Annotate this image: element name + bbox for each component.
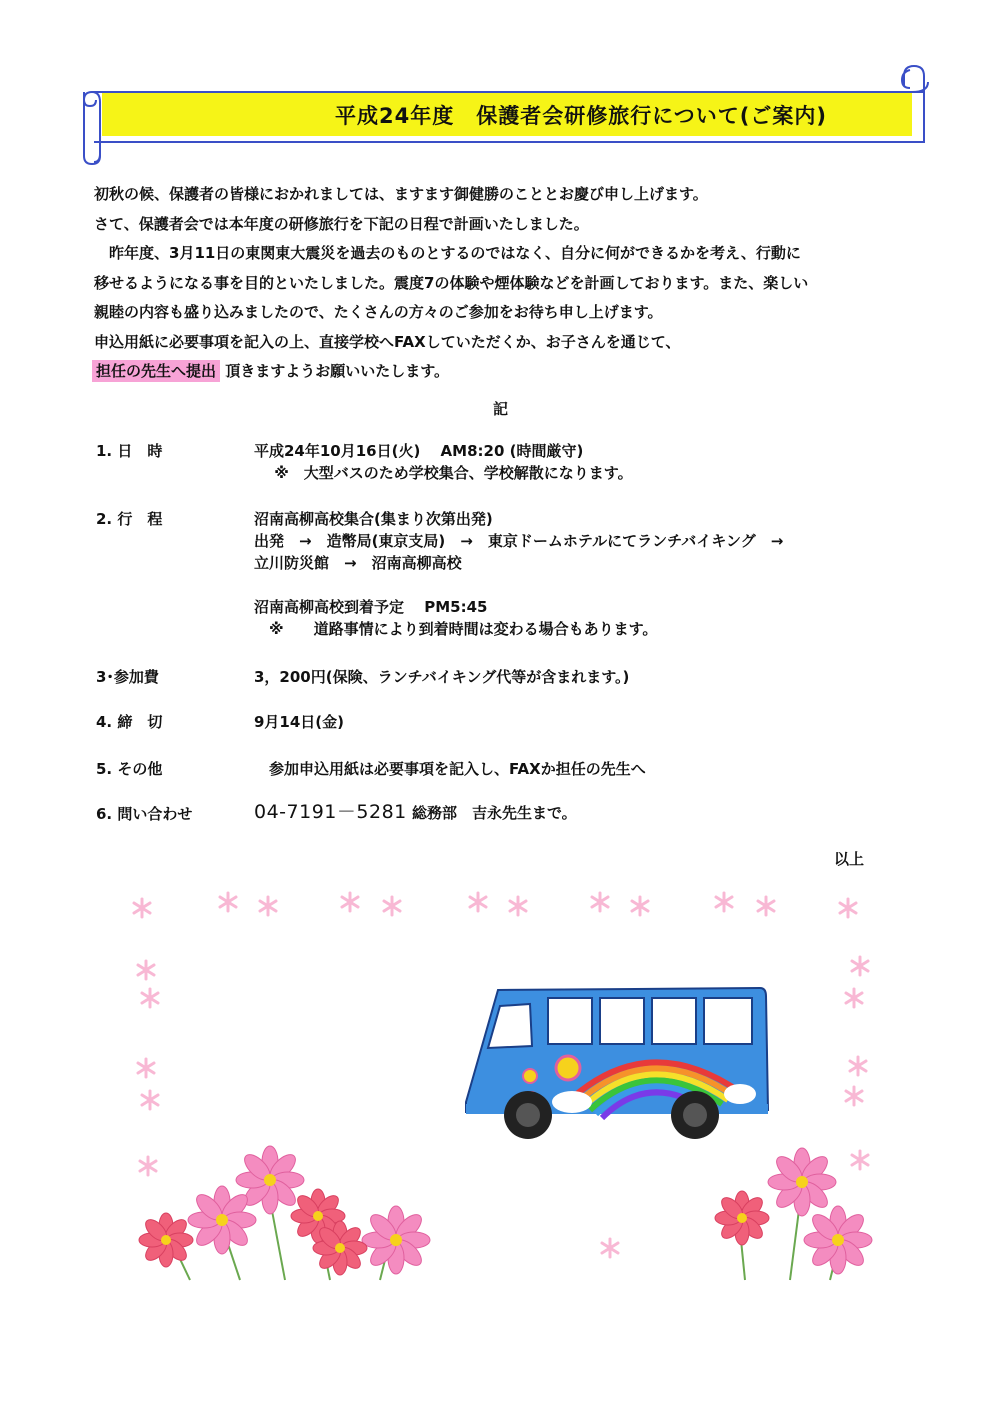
contact-value — [254, 801, 577, 824]
title-banner — [76, 62, 934, 168]
intro-paragraph — [94, 180, 914, 387]
ki-heading: 記 — [493, 400, 509, 418]
bus-illustration — [466, 988, 768, 1139]
contact-person: 総務部 吉永先生まで。 — [411, 804, 577, 822]
item-label: 3･参加費 — [96, 668, 159, 686]
flowers-left — [139, 1146, 430, 1280]
item-value — [254, 440, 633, 484]
item-label: 4. 締 切 — [96, 713, 163, 731]
item-label: 1. 日 時 — [96, 442, 163, 460]
itinerary-line: 沼南高柳高校到着予定 PM5:45 — [254, 598, 488, 616]
intro-line: さて、保護者会では本年度の研修旅行を下記の日程で計画いたしました。 — [94, 214, 589, 233]
item-label: 5. その他 — [96, 760, 163, 778]
phone-number: 04-7191－5281 — [254, 801, 407, 823]
deadline-value: 9月14日(金) — [254, 713, 345, 731]
itinerary-line: 沼南高柳高校集合(集まり次第出発) — [254, 510, 493, 528]
itinerary-line: 出発 → 造幣局(東京支局) → 東京ドームホテルにてランチバイキング → — [254, 532, 784, 550]
date-line: 平成24年10月16日(火) AM8:20 (時間厳守) — [254, 442, 584, 460]
intro-line: 初秋の候、保護者の皆様におかれましては、ますます御健勝のこととお慶び申し上げます。 — [94, 185, 708, 203]
page-title: 平成24年度 保護者会研修旅行について(ご案内) — [335, 104, 827, 128]
flowers-right — [715, 1148, 872, 1280]
intro-line: 移せるようになる事を目的といたしました。震度7の体験や煙体験などを計画しております。また、楽しい — [94, 273, 809, 292]
intro-line-rest: 頂きますようお願いいたします。 — [225, 362, 450, 380]
item-label: 2. 行 程 — [96, 510, 163, 528]
intro-line: 申込用紙に必要事項を記入の上、直接学校へFAXしていただくか、お子さんを通じて、 — [94, 332, 681, 351]
intro-line: 親睦の内容も盛り込みましたので、たくさんの方々のご参加をお待ち申し上げます。 — [94, 303, 663, 321]
closing-text: 以上 — [834, 850, 865, 868]
date-note: ※ 大型バスのため学校集合、学校解散になります。 — [254, 464, 633, 482]
intro-line: 昨年度、3月11日の東関東大震災を過去のものとするのではなく、自分に何ができるかを考え、行動に — [94, 244, 801, 262]
decorative-artwork — [0, 870, 992, 1300]
fee-value: 3，200円(保険、ランチバイキング代等が含まれます。) — [254, 668, 630, 686]
itinerary-note: ※ 道路事情により到着時間は変わる場合もあります。 — [254, 620, 658, 638]
highlight-text: 担任の先生へ提出 — [92, 360, 220, 382]
intro-line-highlighted — [94, 357, 914, 387]
item-label: 6. 問い合わせ — [96, 805, 193, 823]
other-value: 参加申込用紙は必要事項を記入し、FAXか担任の先生へ — [254, 760, 646, 778]
itinerary-line: 立川防災館 → 沼南高柳高校 — [254, 554, 462, 572]
item-value — [254, 508, 783, 640]
